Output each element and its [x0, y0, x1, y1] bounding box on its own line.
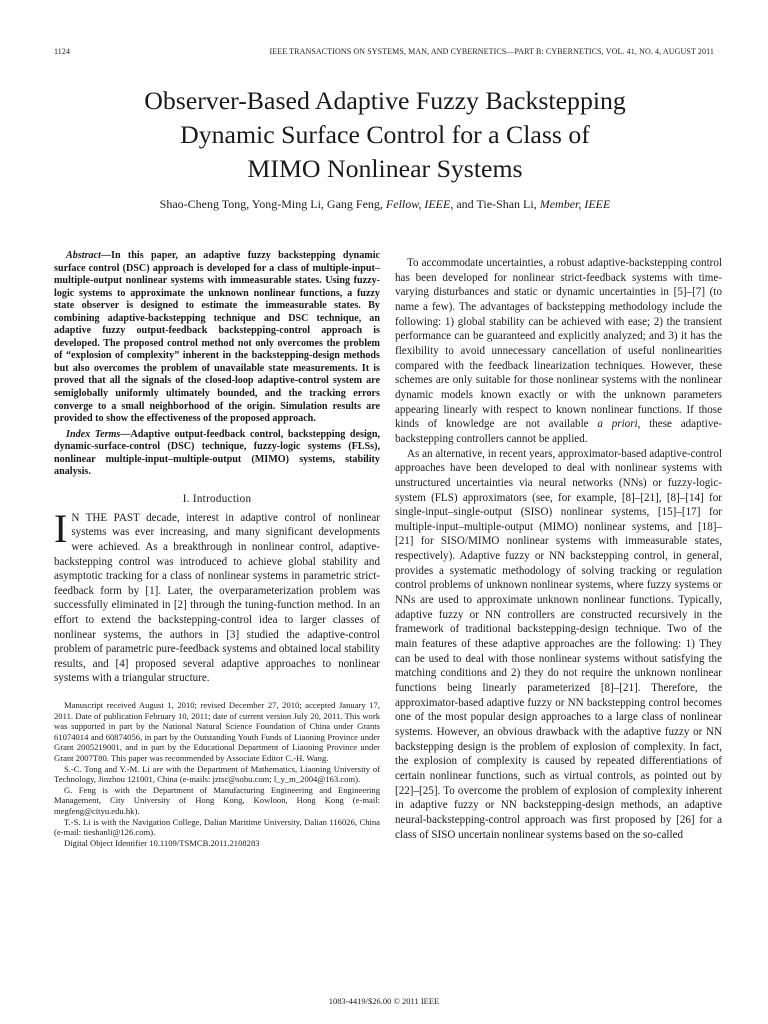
section-heading-introduction: I. Introduction — [182, 492, 252, 505]
p1-italic: a priori — [597, 418, 638, 431]
footnote-feng: G. Feng is with the Department of Manufacturing Engineering and Engineering Management, City University of Hong Kong, Kowloon, Hong Kong (e-mail: megfeng@cityu.edu.hk). — [54, 784, 380, 816]
abstract — [54, 250, 380, 426]
abstract-label: Abstract — [66, 250, 101, 261]
introduction-text: N THE PAST decade, interest in adaptive control of nonlinear systems was ever increasing, and many significant developments were achieved. As a breakthrough in nonlinear control, adaptive-backstepping control was introduced to achieve global stability and asymptotic tracking for a class of nonlinear systems in parametric strict-feedback form by [1]. Later, the overparameterization problem was successfully eliminated in [2] through the tuning-function method. In an effort to extend the backstepping-control idea to larger classes of nonlinear systems, the authors in [3] studied the adaptive-control problem of parametric pure-feedback systems and obtained local stability results, and [4] proposed several adaptive approaches to nonlinear systems with a triangular structure. — [54, 511, 380, 685]
abstract-text: —In this paper, an adaptive fuzzy backstepping dynamic surface control (DSC) approach is developed for a class of multiple-input–multiple-output nonlinear systems with immeasurable states. Using fuzzy-logic systems to approximate the unknown nonlinear functions, a fuzzy state observer is designed to estimate the immeasurable states. By combining adaptive-backstepping technique and DSC technique, an adaptive fuzzy output-feedback backstepping-control approach is developed. The proposed control method not only overcomes the problem of “explosion of complexity” inherent in the backstepping-design methods but also overcomes the problem of unavailable state measurements. It is proved that all the signals of the closed-loop adaptive-control system are semiglobally uniformly ultimately bounded, and the tracking errors converge to a small neighborhood of the origin. Simulation results are provided to show the effectiveness of the proposed approach. — [54, 250, 380, 425]
index-terms-text: —Adaptive output-feedback control, backstepping design, dynamic-surface-control (DSC) technique, fuzzy-logic systems (FLSs), nonlinear multiple-input–multiple-output (MIMO) systems, stability analysis. — [54, 428, 380, 478]
right-column — [395, 256, 722, 842]
footnote-manuscript: Manuscript received August 1, 2010; revised December 27, 2010; accepted January 17, 2011. Date of publication February 10, 2011; date of current version July 20, 2011. This work was supported in part by the National Natural Science Foundation of China under Grants 61074014 and 60874056, in part by the Outstanding Youth Funds of Liaoning Province under Grant 2005219001, and in part by the Educational Department of Liaoning Province under Grant 2007T80. This paper was recommended by Associate Editor C.-H. Wang. — [54, 699, 380, 763]
title-line-2: Dynamic Surface Control for a Class of — [180, 120, 590, 149]
introduction-paragraph — [54, 505, 380, 686]
body-paragraph-1 — [395, 256, 722, 447]
authors-part-2: , and Tie-Shan Li, — [450, 197, 540, 211]
journal-name: IEEE TRANSACTIONS ON SYSTEMS, MAN, AND CYBERNETICS—PART B: CYBERNETICS, VOL. 41, NO. 4, AUGUST 2011 — [269, 47, 714, 56]
index-terms-label: Index Terms — [66, 428, 121, 440]
footnote-doi: Digital Object Identifier 10.1109/TSMCB.2011.2108283 — [64, 837, 260, 848]
footnote-tsli: T.-S. Li is with the Navigation College, Dalian Maritime University, Dalian 116026, China (e-mail: tieshanli@126.com). — [54, 816, 380, 838]
left-column — [54, 250, 380, 848]
drop-cap: I — [54, 505, 68, 551]
body-paragraph-2: As an alternative, in recent years, approximator-based adaptive-control approaches have been developed to deal with nonlinear systems with unstructured uncertainties via neural networks (NNs) or fuzzy-logic-system (FLS) approximators (see, for example, [8]–[21], [8]–[14] for single-input–single-output (SISO) nonlinear systems, [15]–[17] for multiple-input–multiple-output (MIMO) nonlinear systems, and [18]–[21] for SISO/MIMO nonlinear systems with immeasurable states, respectively). Adaptive fuzzy or NN backstepping control, in general, provides a systematic methodology of solving tracking or regulation control problems of unknown nonlinear systems, where fuzzy systems or NNs are used to approximate unknown nonlinear functions. Typically, adaptive fuzzy or NN controllers are constructed recursively in the framework of traditional backstepping-design technique. Two of the main features of these adaptive approaches are the following: 1) They can be used to deal with those nonlinear systems without satisfying the matching conditions and 2) they do not require the unknown nonlinear functions being linearly parameterized [8]–[21]. Therefore, the approximator-based adaptive fuzzy or NN backstepping control becomes one of the most popular design approaches to a large class of nonlinear systems. However, an obvious drawback with the adaptive fuzzy or NN backstepping design is the problem of explosion of complexity. In fact, the explosion of complexity is caused by repeated differentiations of certain nonlinear functions, such as virtual controls, as pointed out by [22]–[25]. To overcome the problem of explosion of complexity inherent in adaptive fuzzy or NN backstepping-design methods, an adaptive neural-backstepping-control approach was first proposed by [26] for a class of SISO uncertain nonlinear systems based on the so-called — [395, 447, 722, 841]
author-list — [40, 196, 730, 212]
authors-part-1: Shao-Cheng Tong, Yong-Ming Li, Gang Feng, — [159, 197, 386, 211]
paper-title — [40, 84, 730, 186]
feng-title: Fellow, IEEE — [385, 197, 451, 211]
title-line-3: MIMO Nonlinear Systems — [247, 154, 523, 183]
footnotes — [54, 700, 380, 848]
title-line-1: Observer-Based Adaptive Fuzzy Backstepping — [144, 86, 626, 115]
p1-text-before: To accommodate uncertainties, a robust adaptive-backstepping control has been developed for nonlinear strict-feedback systems with time-varying disturbances and static or dynamic uncertainties in [5]–[7] (to name a few). The advantages of backstepping methodology include the following: 1) global stability can be achieved with ease; 2) the transient performance can be guaranteed and explicitly analyzed; and 3) it has the flexibility to avoid unnecessary cancellation of useful nonlinearities compared with the feedback linearization techniques. However, these schemes are only suitable for those nonlinear systems with the nonlinear dynamic models known exactly or with the unknown parameters appearing linearly with respect to known nonlinear functions. If those kinds of knowledge are not available — [395, 257, 722, 431]
footnote-tong-li: S.-C. Tong and Y.-M. Li are with the Department of Mathematics, Liaoning University of Technology, Jinzhou 121001, China (e-mails: jztsc@sohu.com; l_y_m_2004@163.com). — [54, 763, 380, 785]
p1-text-after: , these adaptive-backstepping controllers cannot be applied. — [395, 418, 722, 445]
page-number: 1124 — [54, 47, 71, 56]
index-terms — [54, 429, 380, 479]
running-header — [54, 47, 714, 59]
copyright-footer: 1083-4419/$26.00 © 2011 IEEE — [328, 996, 440, 1006]
li-title: Member, IEEE — [539, 197, 611, 211]
